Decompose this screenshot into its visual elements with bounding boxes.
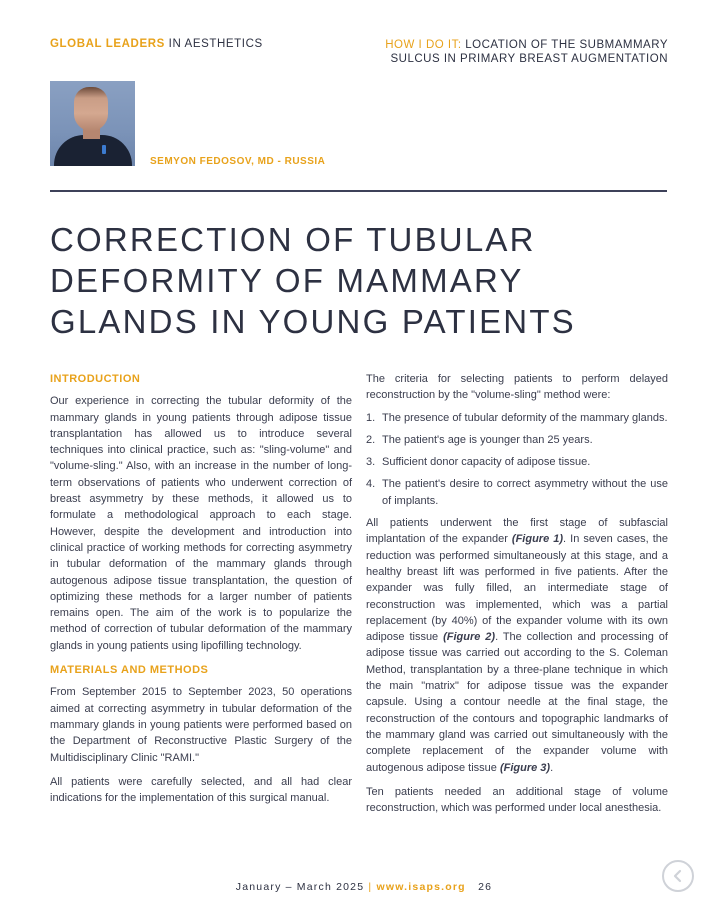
list-item bbox=[366, 476, 668, 509]
intro-heading: INTRODUCTION bbox=[50, 373, 141, 385]
author-photo-shirt bbox=[54, 135, 132, 166]
list-item-number: 3. bbox=[366, 456, 376, 469]
list-item-text: Sufficient donor capacity of adipose tissue. bbox=[382, 456, 591, 469]
issue-date: January – March 2025 bbox=[235, 881, 365, 893]
header-divider bbox=[50, 190, 667, 192]
list-item-text: The presence of tubular deformity of the mammary glands. bbox=[382, 411, 668, 424]
author-photo-face bbox=[74, 87, 108, 131]
list-item-text: The patient's desire to correct asymmetry without the use of implants. bbox=[382, 478, 668, 507]
chevron-left-icon bbox=[671, 869, 685, 883]
list-item-text: The patient's age is younger than 25 years. bbox=[382, 433, 593, 446]
author-photo bbox=[50, 81, 135, 166]
procedure-text-b: . In seven cases, the reduction was performed simultaneously at this stage, and a healthy breast lift was performed in five patients. After the expander was fully filled, an intermediate stage of reconstruction was implemented, which was a partial replacement (by 40%) of the expander volume with its own adipose tissue bbox=[366, 533, 668, 644]
figure-2-reference[interactable]: (Figure 2) bbox=[443, 631, 496, 644]
header-running-title bbox=[348, 38, 668, 66]
footer-separator: | bbox=[368, 881, 373, 893]
list-item bbox=[366, 410, 668, 426]
list-item-number: 4. bbox=[366, 478, 376, 491]
author-photo-logo bbox=[102, 145, 106, 154]
procedure-text-d: . bbox=[550, 761, 554, 774]
header-right-accent: HOW I DO IT: bbox=[385, 39, 462, 51]
left-column bbox=[50, 371, 352, 814]
list-item-number: 1. bbox=[366, 411, 376, 424]
additional-stage-paragraph: Ten patients needed an additional stage of volume reconstruction, which was performed under local anesthesia. bbox=[366, 785, 668, 815]
procedure-text-c: . The collection and processing of adipose tissue was carried out according to the S. Coleman Method, transplantation by a three-plane technique in which the main "matrix" for adipose tissue was the expander capsule. Using a contour needle at the final stage, the reconstruction of the contours and topographic landmarks of the mammary gland was carried out simultaneously with the complete replacement of the expander volume with autogenous adipose tissue bbox=[366, 631, 668, 774]
methods-heading: MATERIALS AND METHODS bbox=[50, 664, 209, 677]
header-left-accent: GLOBAL LEADERS bbox=[50, 38, 165, 50]
page-footer bbox=[0, 881, 728, 893]
procedure-paragraph bbox=[366, 515, 668, 776]
criteria-list bbox=[366, 410, 668, 509]
procedure-text-a: All patients underwent the first stage of subfascial implantation of the expander bbox=[366, 517, 668, 546]
list-item bbox=[366, 432, 668, 448]
website-link[interactable]: www.isaps.org bbox=[376, 881, 466, 893]
header-right-rest: LOCATION OF THE SUBMAMMARY SULCUS IN PRIMARY BREAST AUGMENTATION bbox=[390, 39, 668, 65]
right-column bbox=[366, 371, 668, 824]
previous-page-button[interactable] bbox=[662, 860, 694, 892]
list-item bbox=[366, 454, 668, 470]
list-item-number: 2. bbox=[366, 433, 376, 446]
intro-paragraph: Our experience in correcting the tubular deformity of the mammary glands in young patients through adipose tissue transplantation has allowed us to introduce several techniques into clinical practice, such as: "sling-volume" and "volume-sling." Also, with an increase in the number of long-term observations of patients who underwent correction of breast asymmetry by these methods, it allowed us to formulate a methodological approach to each stage. However, despite the development and introduction into clinical practice of working methods for correcting asymmetry in tubular deformation of the mammary glands through autogenous adipose tissue transplantation, the question of optimizing these methods for a larger number of patients remains open. The aim of the work is to popularize the method of correction of tubular deformation of the mammary glands in young patients using lipofilling technology. bbox=[50, 395, 352, 652]
header-section-label bbox=[50, 38, 263, 50]
methods-paragraph-2: All patients were carefully selected, and all had clear indications for the implementation of this surgical manual. bbox=[50, 775, 352, 805]
criteria-intro: The criteria for selecting patients to perform delayed reconstruction by the "volume-sling" method were: bbox=[366, 373, 668, 402]
figure-3-reference[interactable]: (Figure 3) bbox=[499, 761, 551, 774]
header-left-rest: IN AESTHETICS bbox=[164, 38, 263, 50]
author-name: SEMYON FEDOSOV, MD - RUSSIA bbox=[150, 156, 326, 167]
page-number: 26 bbox=[478, 881, 493, 893]
article-title: CORRECTION OF TUBULAR DEFORMITY OF MAMMARY GLANDS IN YOUNG PATIENTS bbox=[50, 221, 576, 340]
figure-1-reference[interactable]: (Figure 1) bbox=[511, 533, 564, 546]
methods-paragraph-1: From September 2015 to September 2023, 50 operations aimed at correcting asymmetry in tubular deformation of the mammary glands in young patients were performed based on the Department of Reconstructive Plastic Surgery of the Multidisciplinary Clinic "RAMI." bbox=[50, 686, 352, 764]
